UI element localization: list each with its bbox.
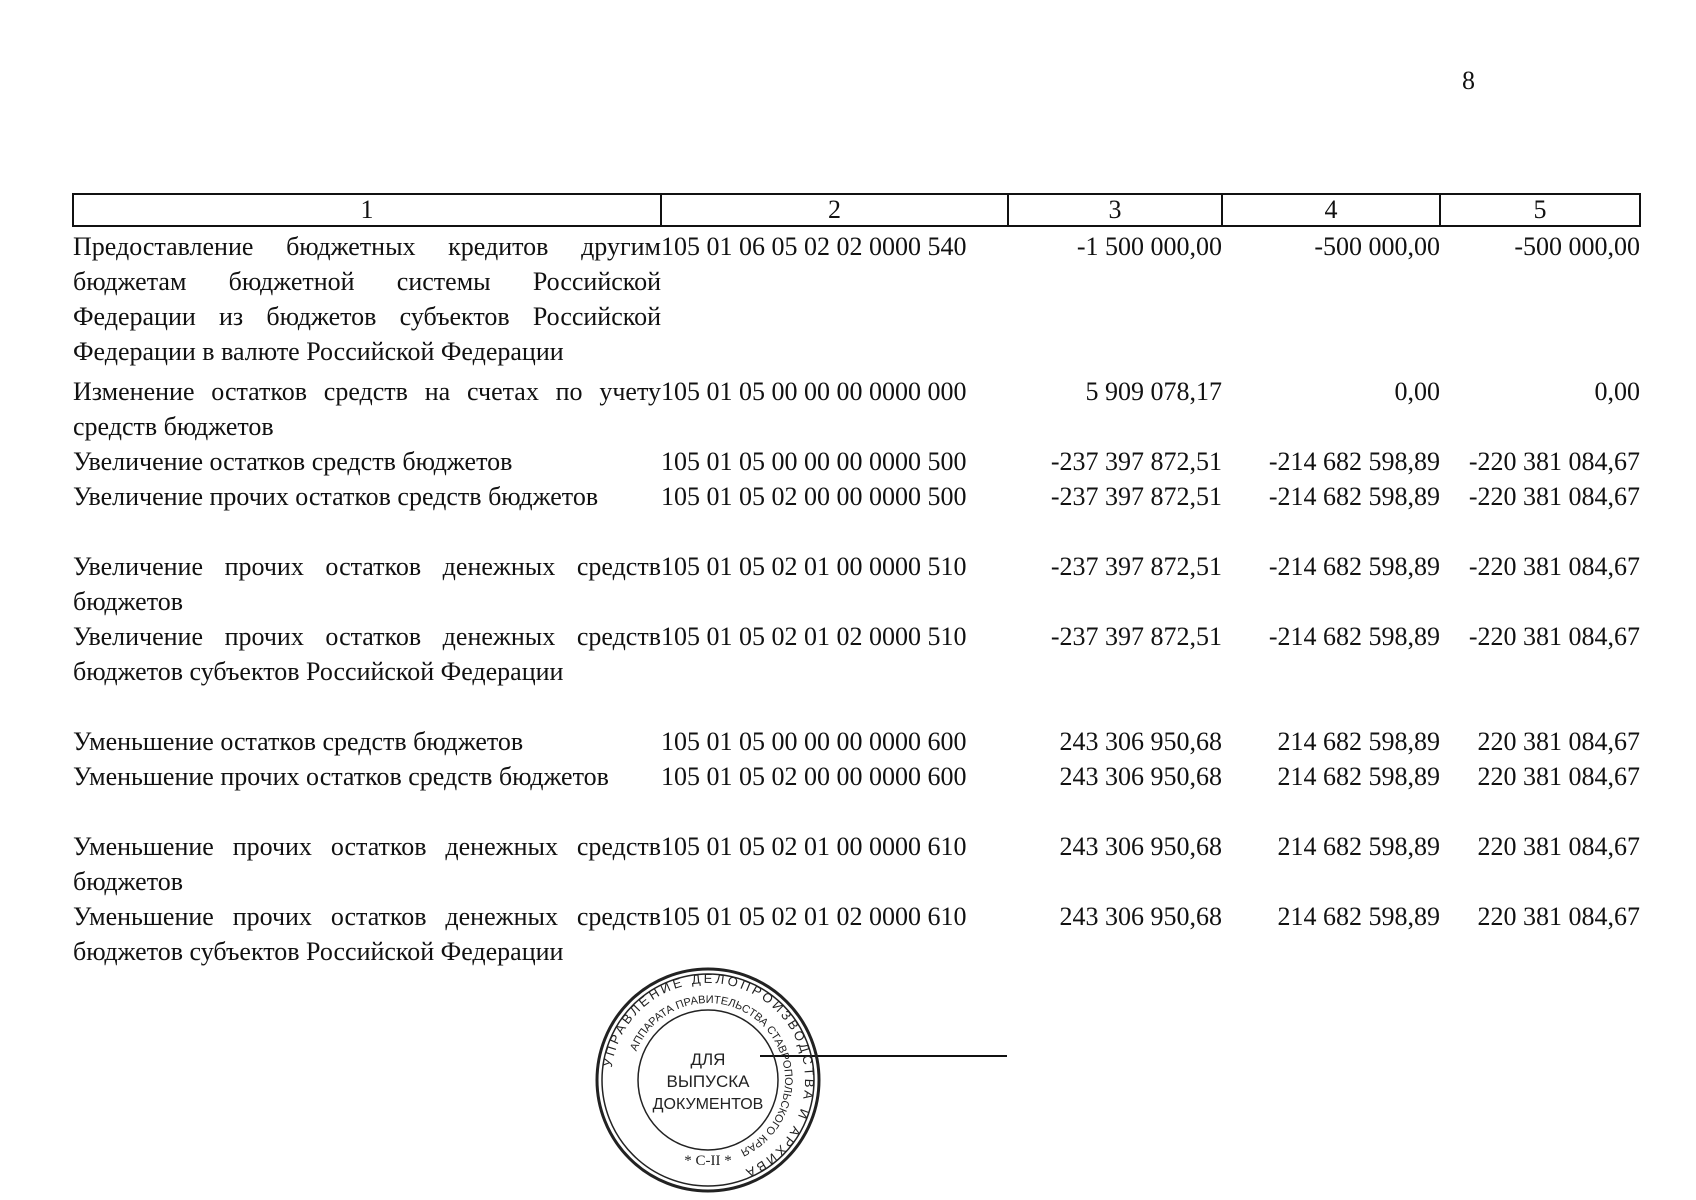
column-header-3: 3	[1008, 194, 1222, 226]
row-code: 105 01 06 05 02 02 0000 540	[661, 232, 967, 261]
row-code: 105 01 05 02 01 02 0000 510	[661, 622, 967, 651]
row-value-col4: 214 682 598,89	[1277, 902, 1440, 931]
column-header-2: 2	[661, 194, 1008, 226]
row-value-col5: 220 381 084,67	[1477, 832, 1640, 861]
row-value-col3: -237 397 872,51	[1050, 552, 1222, 581]
column-header-4: 4	[1222, 194, 1440, 226]
table-row	[73, 374, 1640, 444]
row-name: Увеличение остатков средств бюджетов	[73, 447, 513, 476]
row-value-col5: 0,00	[1594, 377, 1640, 406]
column-number-header-row	[73, 194, 1640, 226]
row-name: Изменение остатков средств на счетах по учету средств бюджетов	[73, 377, 661, 441]
column-header-5: 5	[1440, 194, 1640, 226]
official-seal-stamp	[593, 965, 823, 1195]
table-row	[73, 899, 1640, 969]
row-value-col4: 214 682 598,89	[1277, 727, 1440, 756]
budget-sources-table	[72, 193, 1641, 969]
row-value-col3: -237 397 872,51	[1050, 447, 1222, 476]
table-row	[73, 619, 1640, 724]
seal-center-line-1: ДЛЯ	[690, 1050, 726, 1069]
row-name: Предоставление бюджетных кредитов другим бюджетам бюджетной системы Российской Федерации из бюджетов субъектов Российской Федерации в валюте Российской Федерации	[73, 232, 661, 366]
row-value-col3: 5 909 078,17	[1085, 377, 1222, 406]
row-code: 105 01 05 02 00 00 0000 500	[661, 482, 967, 511]
row-code: 105 01 05 00 00 00 0000 600	[661, 727, 967, 756]
row-value-col5: -220 381 084,67	[1468, 447, 1640, 476]
page-number: 8	[1462, 66, 1475, 95]
row-value-col3: 243 306 950,68	[1059, 727, 1222, 756]
row-value-col3: -237 397 872,51	[1050, 622, 1222, 651]
row-value-col5: -220 381 084,67	[1468, 552, 1640, 581]
seal-inner-text: АППАРАТА ПРАВИТЕЛЬСТВА СТАВРОПОЛЬСКОГО КРАЯ	[628, 993, 795, 1159]
row-code: 105 01 05 00 00 00 0000 500	[661, 447, 967, 476]
row-code: 105 01 05 00 00 00 0000 000	[661, 377, 967, 406]
row-name: Увеличение прочих остатков средств бюджетов	[73, 482, 599, 511]
row-name: Увеличение прочих остатков денежных средств бюджетов	[73, 552, 661, 616]
seal-center-line-2: ВЫПУСКА	[666, 1072, 750, 1091]
row-value-col4: 214 682 598,89	[1277, 762, 1440, 791]
row-value-col4: -214 682 598,89	[1268, 447, 1440, 476]
row-name: Уменьшение прочих остатков средств бюджетов	[73, 762, 609, 791]
row-name: Уменьшение прочих остатков денежных средств бюджетов субъектов Российской Федерации	[73, 902, 661, 966]
row-value-col5: -220 381 084,67	[1468, 622, 1640, 651]
row-value-col3: -1 500 000,00	[1076, 232, 1222, 261]
table-row	[73, 479, 1640, 549]
row-value-col4: -214 682 598,89	[1268, 552, 1440, 581]
row-value-col3: 243 306 950,68	[1059, 832, 1222, 861]
row-value-col5: -220 381 084,67	[1468, 482, 1640, 511]
row-value-col5: 220 381 084,67	[1477, 727, 1640, 756]
row-code: 105 01 05 02 01 00 0000 510	[661, 552, 967, 581]
row-value-col4: 0,00	[1394, 377, 1440, 406]
row-value-col5: -500 000,00	[1514, 232, 1640, 261]
row-code: 105 01 05 02 00 00 0000 600	[661, 762, 967, 791]
row-code: 105 01 05 02 01 02 0000 610	[661, 902, 967, 931]
table-row	[73, 444, 1640, 479]
seal-bottom-code: * С-II *	[684, 1153, 732, 1169]
row-value-col5: 220 381 084,67	[1477, 762, 1640, 791]
table-row	[73, 829, 1640, 899]
seal-outer-text: УПРАВЛЕНИЕ ДЕЛОПРОИЗВОДСТВА И АРХИВА	[599, 970, 818, 1182]
row-value-col3: -237 397 872,51	[1050, 482, 1222, 511]
row-value-col5: 220 381 084,67	[1477, 902, 1640, 931]
row-name: Уменьшение прочих остатков денежных средств бюджетов	[73, 832, 661, 896]
row-value-col3: 243 306 950,68	[1059, 762, 1222, 791]
table-row	[73, 724, 1640, 759]
row-value-col4: -214 682 598,89	[1268, 622, 1440, 651]
table-row	[73, 759, 1640, 829]
row-name: Увеличение прочих остатков денежных средств бюджетов субъектов Российской Федерации	[73, 622, 661, 686]
row-code: 105 01 05 02 01 00 0000 610	[661, 832, 967, 861]
row-value-col4: 214 682 598,89	[1277, 832, 1440, 861]
row-value-col4: -214 682 598,89	[1268, 482, 1440, 511]
column-header-1: 1	[73, 194, 661, 226]
row-name: Уменьшение остатков средств бюджетов	[73, 727, 524, 756]
seal-center-line-3: ДОКУМЕНТОВ	[652, 1096, 764, 1113]
table-row	[73, 549, 1640, 619]
table-row	[73, 226, 1640, 374]
row-value-col4: -500 000,00	[1314, 232, 1440, 261]
row-value-col3: 243 306 950,68	[1059, 902, 1222, 931]
